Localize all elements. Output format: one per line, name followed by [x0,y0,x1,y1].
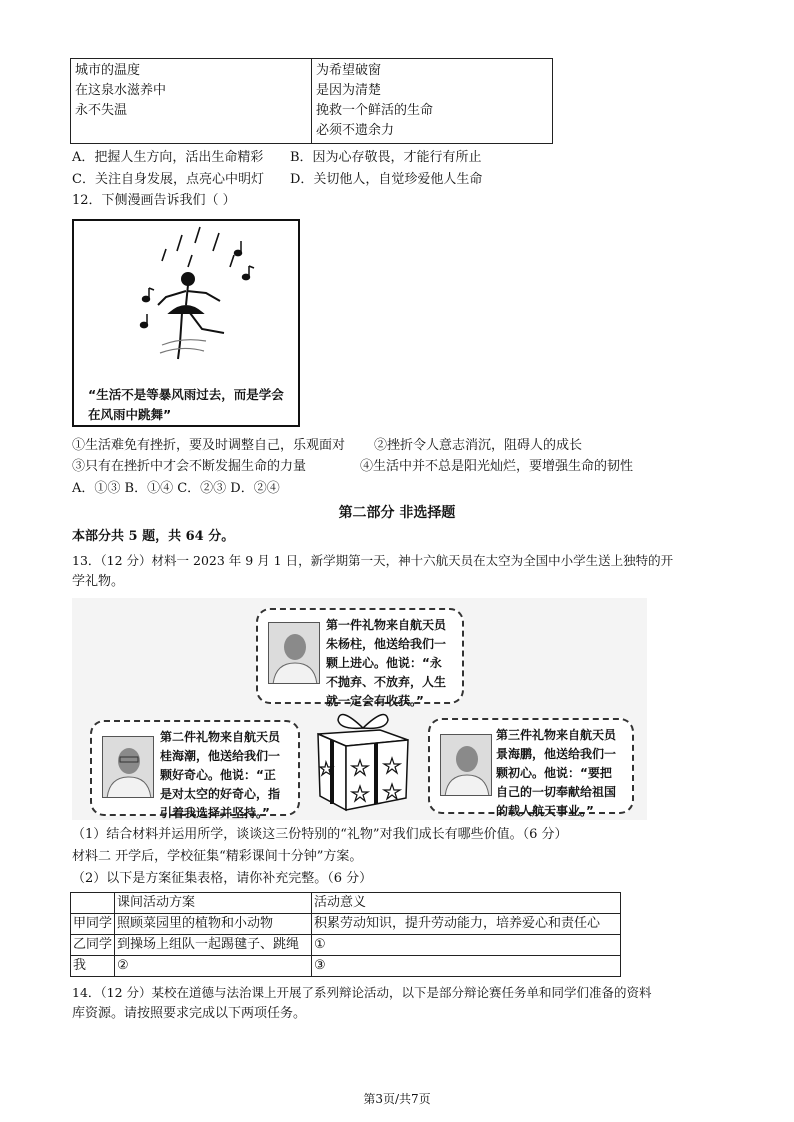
cartoon-caption-line: 在风雨中跳舞” [88,407,172,422]
q13-sub1: （1）结合材料并运用所学，谈谈这三份特别的“礼物”对我们成长有哪些价值。（6 分） [72,827,568,842]
table-row [71,956,621,977]
q12-choices: A．①③ B．①④ C．②③ D．②④ [72,481,280,496]
astronaut-photo-gui [102,736,154,798]
poem-right-line: 挽救一个鲜活的生命 [316,103,434,118]
plan-student-cell: 甲同学 [71,914,115,935]
gift3-text [496,726,616,821]
plan-table [70,892,621,977]
q14-line1: 14．（12 分）某校在道德与法治课上开展了系列辩论活动，以下是部分辩论赛任务单和同学们准备的资料 [72,985,652,1000]
q12-option-2: ②挫折令人意志消沉，阻碍人的成长 [374,438,583,453]
gift1-text [326,616,446,711]
q11-option-d: D．关切他人，自觉珍爱他人生命 [290,172,483,187]
part2-title: 第二部分 非选择题 [338,505,456,521]
gift3-line: 的载人航天事业。” [496,804,594,818]
poem-left-line: 在这泉水滋养中 [75,83,167,98]
plan-student-cell: 我 [71,956,115,977]
q11-option-c: C．关注自身发展，点亮心中明灯 [72,172,264,187]
astronaut-photo-jing [440,734,492,796]
gift2-line: 第二件礼物来自航天员 [160,730,281,744]
q14-line2: 库资源。请按照要求完成以下两项任务。 [72,1006,307,1021]
poem-right-cell [312,59,553,144]
plan-meaning-cell: ① [312,935,621,956]
table-row [71,914,621,935]
q13-stem-line2: 学礼物。 [72,574,125,589]
gift-box-icon [310,706,416,816]
poem-right-line: 必须不遗余力 [316,123,395,138]
q13-sub2: （2）以下是方案征集表格，请你补充完整。（6 分） [72,871,373,886]
plan-table-header-row [71,893,621,914]
plan-meaning-cell: ③ [312,956,621,977]
gift1-line: 朱杨柱，他送给我们一 [326,637,447,651]
q12-option-4: ④生活中并不总是阳光灿烂，要增强生命的韧性 [360,459,634,474]
plan-header-cell [71,893,115,914]
gift1-line: 就一定会有收获。” [326,694,424,708]
poem-table [70,58,553,144]
plan-activity-cell: 到操场上组队一起踢毽子、跳绳 [115,935,312,956]
gift3-line: 自己的一切奉献给祖国 [496,785,617,799]
gift-bubble-2 [90,720,300,820]
poem-left-cell [71,59,312,144]
plan-activity-cell: ② [115,956,312,977]
gift2-line: 引着我选择并坚持。” [160,806,270,820]
plan-student-cell: 乙同学 [71,935,115,956]
part2-intro: 本部分共 5 题，共 64 分。 [72,529,235,544]
plan-activity-cell: 照顾菜园里的植物和小动物 [115,914,312,935]
gift3-line: 颗初心。他说：“要把 [496,766,612,780]
astronaut-portrait-icon [441,735,492,796]
page-footer: 第3页/共7页 [363,1092,431,1106]
gift-illustration [72,598,647,820]
gift2-line: 颗好奇心。他说：“正 [160,768,276,782]
poem-left-line: 城市的温度 [75,63,141,78]
plan-header-cell: 活动意义 [312,893,621,914]
gift3-line: 景海鹏，他送给我们一 [496,747,617,761]
cartoon-caption [88,385,284,425]
q11-option-b: B．因为心存敬畏，才能行有所止 [290,150,482,165]
plan-header-cell: 课间活动方案 [115,893,312,914]
astronaut-portrait-icon [103,737,154,798]
astronaut-photo-zhu [268,622,320,684]
cartoon-caption-line: “生活不是等暴风雨过去，而是学会 [88,387,284,402]
astronaut-portrait-icon [269,623,320,684]
gift1-line: 第一件礼物来自航天员 [326,618,447,632]
q13-material2: 材料二 开学后，学校征集“精彩课间十分钟”方案。 [72,849,363,864]
q12-option-3: ③只有在挫折中才会不断发掘生命的力量 [72,459,307,474]
dancer-cartoon [72,219,300,427]
gift-bubble-3 [428,718,634,818]
gift2-text [160,728,280,823]
table-row [71,935,621,956]
gift2-line: 是对太空的好奇心，指 [160,787,281,801]
gift2-line: 桂海潮，他送给我们一 [160,749,281,763]
plan-meaning-cell: 积累劳动知识，提升劳动能力，培养爱心和责任心 [312,914,621,935]
ballerina-in-rain-illustration [74,221,298,381]
q11-option-a: A．把握人生方向，活出生命精彩 [72,150,264,165]
q12-option-1: ①生活难免有挫折，要及时调整自己，乐观面对 [72,438,346,453]
q13-stem-line1: 13．（12 分）材料一 2023 年 9 月 1 日，新学期第一天，神十六航天员在太空为全国中小学生送上独特的开 [72,553,674,568]
gift-bubble-1 [256,608,464,708]
q12-stem: 12．下侧漫画告诉我们（ ） [72,193,236,208]
gift3-line: 第三件礼物来自航天员 [496,728,617,742]
gift1-line: 不抛弃、不放弃，人生 [326,675,447,689]
poem-left-line: 永不失温 [75,103,128,118]
poem-right-line: 为希望破窗 [316,63,382,78]
gift1-line: 颗上进心。他说：“永 [326,656,442,670]
poem-right-line: 是因为清楚 [316,83,382,98]
